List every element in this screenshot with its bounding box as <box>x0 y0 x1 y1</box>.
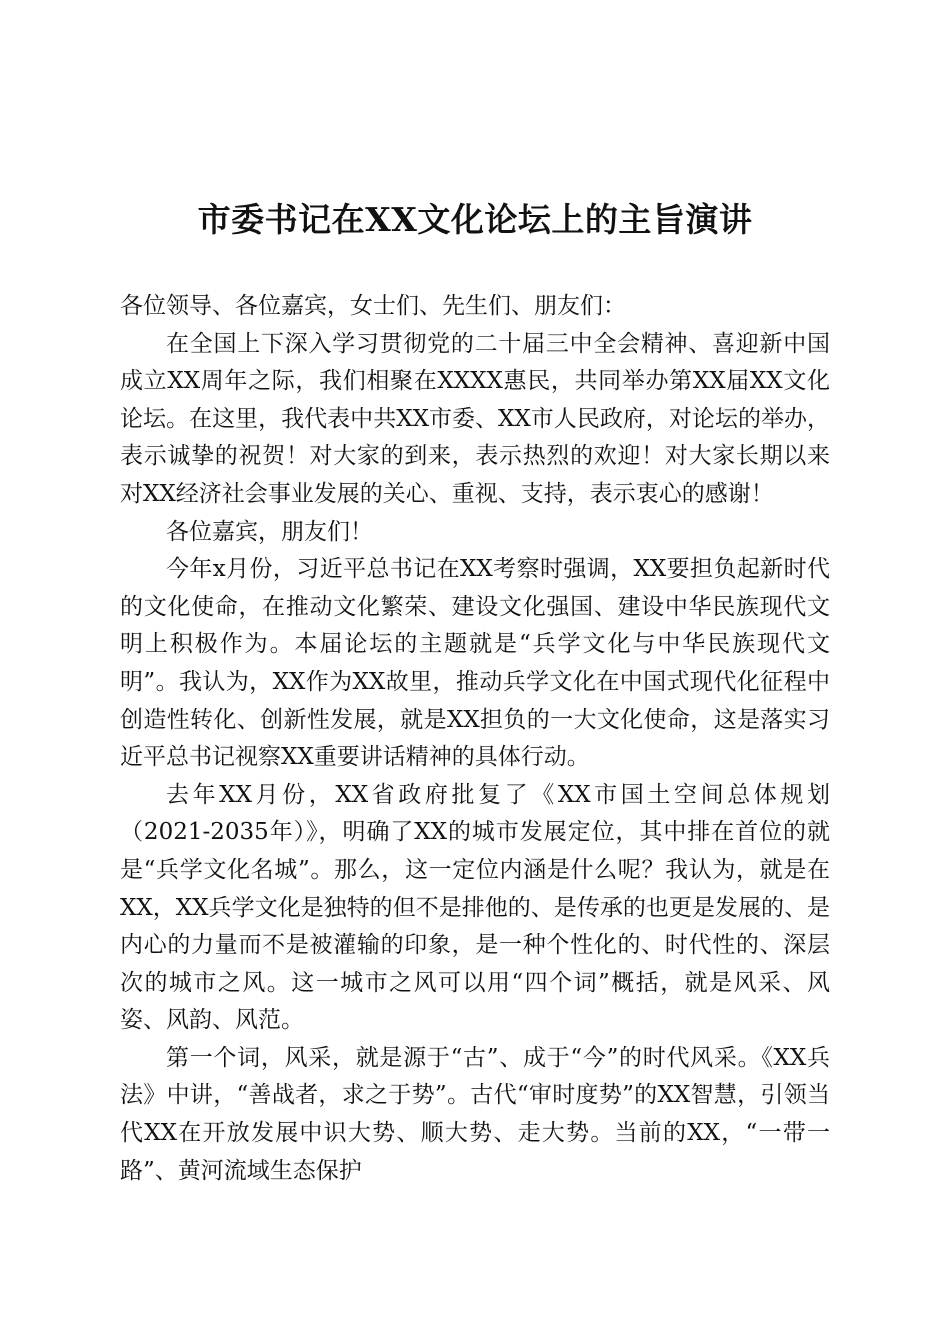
paragraph-cultural-mission: 今年x月份，习近平总书记在XX考察时强调，XX要担负起新时代的文化使命，在推动文化繁荣、建设文化强国、建设中华民族现代文明上积极作为。本届论坛的主题就是“兵学文化与中华民族现代文明”。我认为，XX作为XX故里，推动兵学文化在中国式现代化征程中创造性转化、创新性发展，就是XX担负的一大文化使命，这是落实习近平总书记视察XX重要讲话精神的具体行动。 <box>120 556 830 771</box>
document-title: 市委书记在XX文化论坛上的主旨演讲 <box>197 200 753 239</box>
paragraph-greeting: 各位嘉宾，朋友们！ <box>166 518 373 545</box>
paragraph-first-word: 第一个词，风采，就是源于“古”、成于“今”的时代风采。《XX兵法》中讲，“善战者，求之于势”。古代“审时度势”的XX智慧，引领当代XX在开放发展中识大势、顺大势、走大势。当前的XX，“一带一路”、黄河流域生态保护 <box>120 1044 830 1184</box>
document-body <box>120 288 830 1190</box>
paragraph-city-positioning: 去年XX月份，XX省政府批复了《XX市国土空间总体规划（2021-2035年）》，明确了XX的城市发展定位，其中排在首位的就是“兵学文化名城”。那么，这一定位内涵是什么呢？我认为，就是在XX，XX兵学文化是独特的但不是排他的、是传承的也更是发展的、是内心的力量而不是被灌输的印象，是一种个性化的、时代性的、深层次的城市之风。这一城市之风可以用“四个词”概括，就是风采、风姿、风韵、风范。 <box>120 781 830 1034</box>
salutation: 各位领导、各位嘉宾，女士们、先生们、朋友们： <box>120 293 626 319</box>
paragraph-opening: 在全国上下深入学习贯彻党的二十届三中全会精神、喜迎新中国成立XX周年之际，我们相聚在XXXX惠民，共同举办第XX届XX文化论坛。在这里，我代表中共XX市委、XX市人民政府，对论坛的举办，表示诚挚的祝贺！对大家的到来，表示热烈的欢迎！对大家长期以来对XX经济社会事业发展的关心、重视、支持，表示衷心的感谢！ <box>120 330 830 507</box>
